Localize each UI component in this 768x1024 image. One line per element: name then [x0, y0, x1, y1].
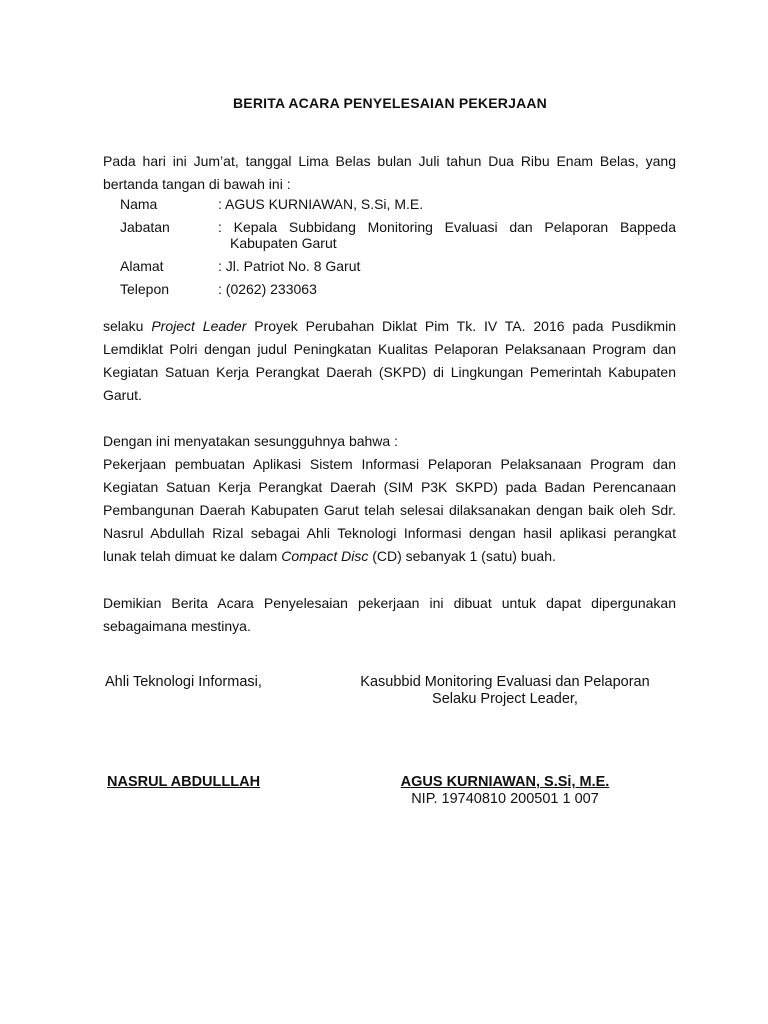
statement-body-before: Pekerjaan pembuatan Aplikasi Sistem Informasi Pelaporan Pelaksanaan Program dan Kegiatan Satuan Kerja Perangkat Daerah (SIM P3K SKPD) pada Badan Perencanaan Pembangunan Daerah Kabupaten Garut telah selesai dilaksanakan dengan baik oleh Sdr. Nasrul Abdullah Rizal sebagai Ahli Teknologi Informasi dengan hasil aplikasi perangkat lunak telah dimuat ke dalam: [103, 456, 676, 564]
opening-paragraph: [103, 150, 676, 196]
opening-day: Jum’at: [193, 153, 235, 169]
document-title: BERITA ACARA PENYELESAIAN PEKERJAAN: [233, 95, 547, 111]
field-label-alamat: Alamat: [120, 258, 164, 274]
signature-right-name: AGUS KURNIAWAN, S.Si, M.E.: [400, 774, 610, 790]
signature-right-role-line2: Selaku Project Leader,: [432, 691, 578, 707]
signature-right-role: [330, 674, 680, 708]
field-row-nama: [120, 196, 676, 212]
signature-left-role: Ahli Teknologi Informasi,: [105, 674, 262, 690]
field-label-nama: Nama: [120, 196, 158, 212]
role-text-after: Proyek Perubahan Diklat Pim Tk. IV TA. 2016 pada Pusdikmin Lemdiklat Polri dengan judul Peningkatan Kualitas Pelaporan Pelaksanaan Program dan Kegiatan Satuan Kerja Perangkat Daerah (SKPD) di Lingkungan Pemerintah Kabupaten Garut.: [103, 318, 676, 403]
identity-fields: [120, 196, 676, 297]
opening-text-after-day: , tanggal Lima Belas bulan Juli tahun Dua Ribu Enam Belas, yang bertanda tangan di bawah ini :: [103, 153, 676, 192]
signature-right-nip: NIP. 19740810 200501 1 007: [411, 791, 599, 807]
role-paragraph: [103, 315, 676, 407]
signature-right-role-line1: Kasubbid Monitoring Evaluasi dan Pelaporan: [360, 674, 650, 690]
field-row-telepon: [120, 281, 676, 297]
field-label-telepon: Telepon: [120, 281, 170, 297]
field-value-alamat: : Jl. Patriot No. 8 Garut: [218, 258, 361, 274]
field-value-jabatan: [218, 219, 676, 251]
field-value-nama: : AGUS KURNIAWAN, S.Si, M.E.: [218, 196, 424, 212]
statement-body-italic: Compact Disc: [281, 548, 369, 564]
field-value-telepon: : (0262) 233063: [218, 281, 317, 297]
opening-text-before-day: Pada hari ini: [103, 153, 194, 169]
field-row-alamat: [120, 258, 676, 274]
statement-body-after: (CD) sebanyak 1 (satu) buah.: [368, 548, 556, 564]
field-value-jabatan-line2: Kabupaten Garut: [230, 235, 337, 251]
field-row-jabatan: [120, 219, 676, 251]
signature-left-name: NASRUL ABDULLLAH: [107, 774, 261, 790]
field-label-jabatan: Jabatan: [120, 219, 170, 235]
statement-paragraph: [103, 430, 676, 568]
signature-right-block: [330, 774, 680, 808]
closing-paragraph: Demikian Berita Acara Penyelesaian pekerjaan ini dibuat untuk dapat dipergunakan sebagaimana mestinya.: [103, 595, 676, 634]
field-value-jabatan-line1: : Kepala Subbidang Monitoring Evaluasi dan Pelaporan Bappeda: [218, 219, 676, 235]
role-text-italic: Project Leader: [151, 318, 247, 334]
statement-intro: Dengan ini menyatakan sesungguhnya bahwa :: [103, 433, 398, 449]
role-text-before: selaku: [103, 318, 152, 334]
